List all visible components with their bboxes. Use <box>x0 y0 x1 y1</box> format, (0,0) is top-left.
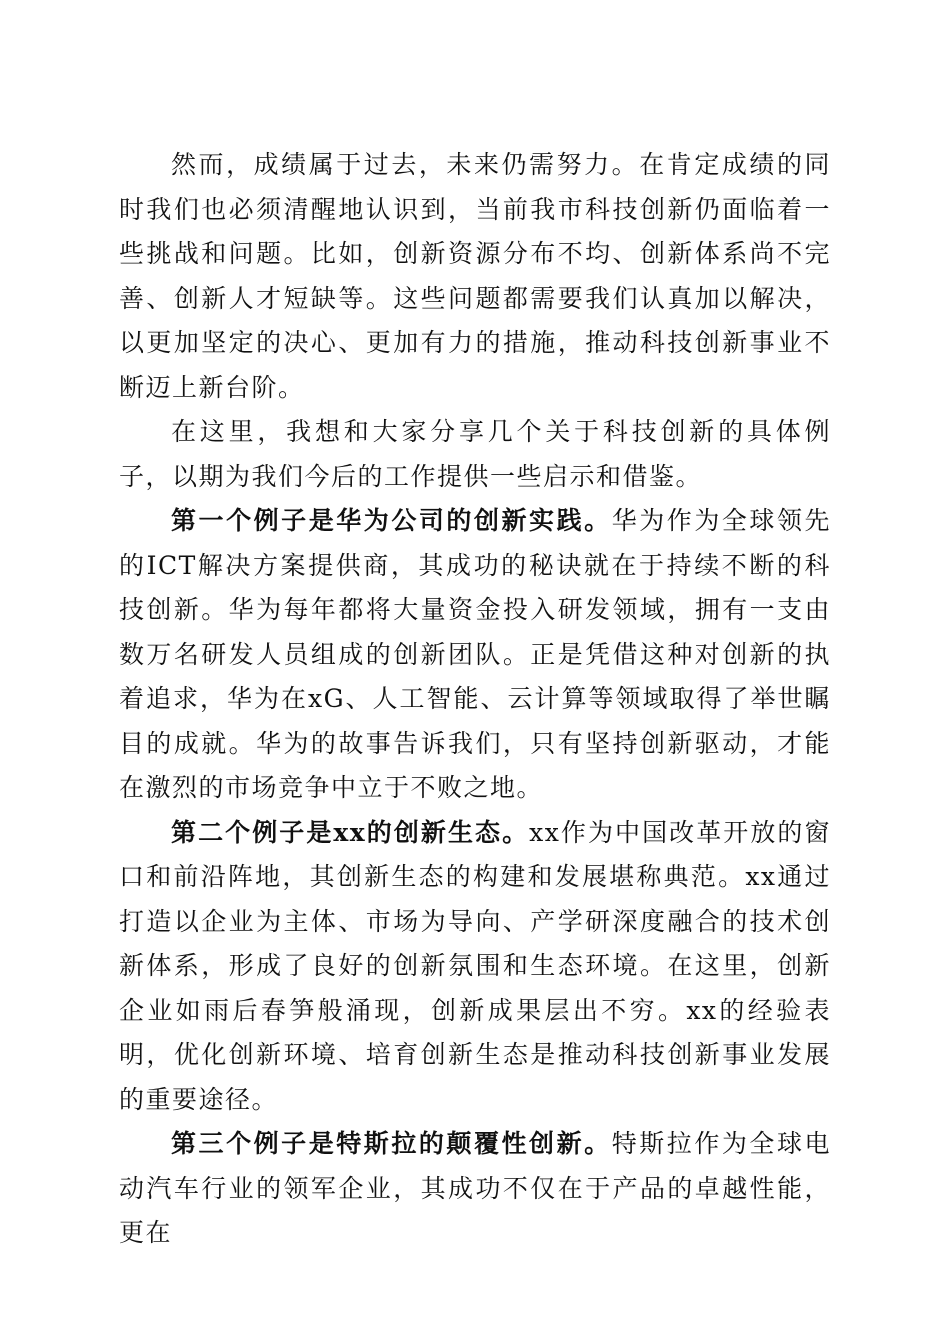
paragraph-achievements-challenges <box>119 143 831 410</box>
paragraph-example-ecosystem <box>119 811 831 1123</box>
paragraph-lead: 第三个例子是特斯拉的颠覆性创新。 <box>171 1129 612 1158</box>
paragraph-text: 特斯拉作为全球电动汽车行业的领军企业，其成功不仅在于产品的卓越性能，更在 <box>119 1129 831 1247</box>
document-body <box>119 143 831 1256</box>
paragraph-example-huawei <box>119 499 831 811</box>
paragraph-lead: 第一个例子是华为公司的创新实践。 <box>171 506 612 535</box>
paragraph-text: 在这里，我想和大家分享几个关于科技创新的具体例子，以期为我们今后的工作提供一些启示和借鉴。 <box>119 417 831 491</box>
paragraph-text: 华为作为全球领先的ICT解决方案提供商，其成功的秘诀就在于持续不断的科技创新。华为每年都将大量资金投入研发领域，拥有一支由数万名研发人员组成的创新团队。正是凭借这种对创新的执着追求，华为在xG、人工智能、云计算等领域取得了举世瞩目的成就。华为的故事告诉我们，只有坚持创新驱动，才能在激烈的市场竞争中立于不败之地。 <box>119 506 831 802</box>
paragraph-text: xx作为中国改革开放的窗口和前沿阵地，其创新生态的构建和发展堪称典范。xx通过打造以企业为主体、市场为导向、产学研深度融合的技术创新体系，形成了良好的创新氛围和生态环境。在这里，创新企业如雨后春笋般涌现，创新成果层出不穷。xx的经验表明，优化创新环境、培育创新生态是推动科技创新事业发展的重要途径。 <box>119 817 832 1114</box>
paragraph-lead: 第二个例子是xx的创新生态。 <box>171 817 530 847</box>
paragraph-text: 然而，成绩属于过去，未来仍需努力。在肯定成绩的同时我们也必须清醒地认识到，当前我市科技创新仍面临着一些挑战和问题。比如，创新资源分布不均、创新体系尚不完善、创新人才短缺等。这些问题都需要我们认真加以解决，以更加坚定的决心、更加有力的措施，推动科技创新事业不断迈上新台阶。 <box>119 150 831 402</box>
paragraph-examples-intro <box>119 410 831 499</box>
paragraph-example-tesla <box>119 1122 831 1256</box>
